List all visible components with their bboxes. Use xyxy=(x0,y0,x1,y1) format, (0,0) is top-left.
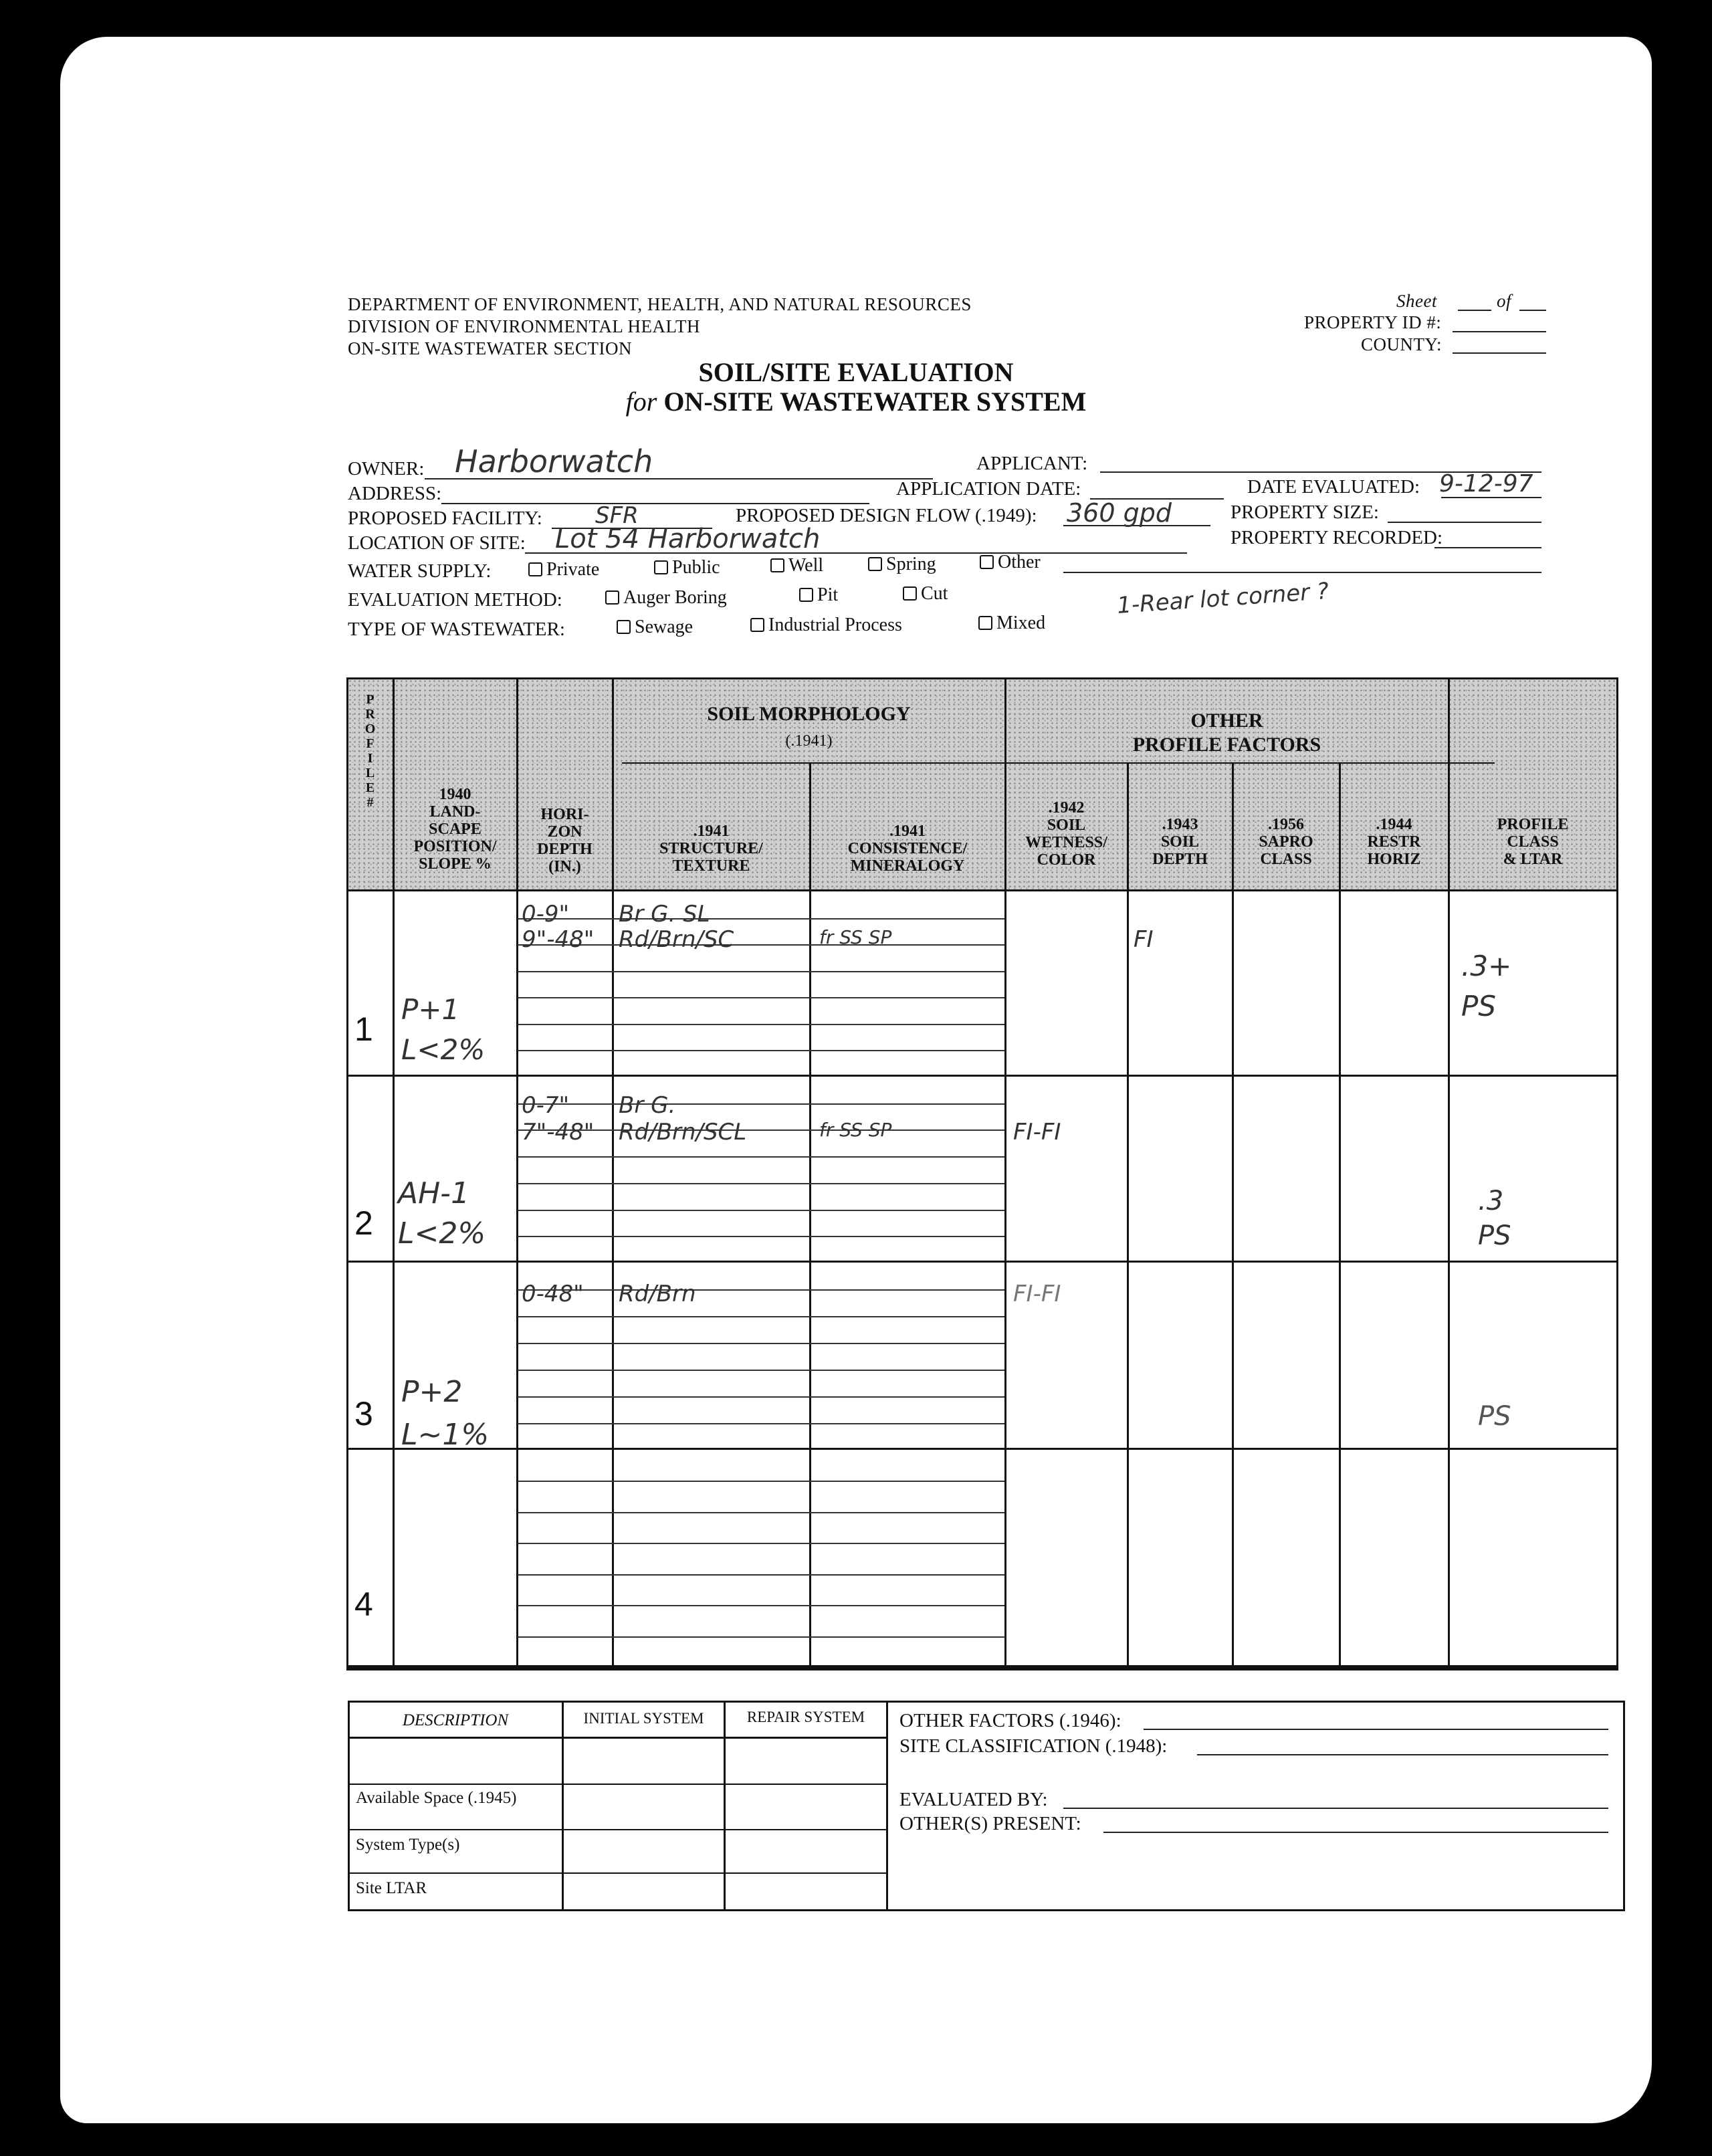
repair-system-header: REPAIR SYSTEM xyxy=(746,1709,865,1725)
others-present-label: OTHER(S) PRESENT: xyxy=(899,1813,1081,1834)
row-1-structure-1[interactable]: Br G. SL xyxy=(619,901,710,928)
form-title: SOIL/SITE EVALUATION xyxy=(698,357,1014,387)
bottom-col-2 xyxy=(724,1701,726,1911)
checkbox-icon[interactable] xyxy=(868,557,882,571)
consistence-header: .1941 CONSISTENCE/ MINERALOGY xyxy=(847,823,968,875)
row-3-structure-1[interactable]: Rd/Brn xyxy=(619,1281,696,1307)
row-2-depth-2[interactable]: 7"-48" xyxy=(522,1119,595,1146)
location-value[interactable]: Lot 54 Harborwatch xyxy=(555,524,821,554)
col-line-0 xyxy=(346,677,348,1670)
date-evaluated-label: DATE EVALUATED: xyxy=(1247,476,1420,498)
subtitle-rest: ON-SITE WASTEWATER SYSTEM xyxy=(663,387,1087,417)
bottom-left-border xyxy=(348,1701,350,1911)
location-label: LOCATION OF SITE: xyxy=(348,532,526,554)
address-line[interactable] xyxy=(441,503,869,504)
water-supply-well[interactable]: Well xyxy=(770,555,823,576)
horizon-row-line xyxy=(518,1481,1004,1482)
form-sheet xyxy=(60,37,1652,2123)
profile-header: P R O F I L E # xyxy=(364,692,376,810)
site-ltar-label: Site LTAR xyxy=(356,1879,427,1897)
horizon-row-line xyxy=(518,1574,1004,1576)
sapro-header: .1956 SAPRO CLASS xyxy=(1259,816,1313,868)
checkbox-icon[interactable] xyxy=(978,616,992,630)
checkbox-icon[interactable] xyxy=(654,560,668,574)
division-line: DIVISION OF ENVIRONMENTAL HEALTH xyxy=(348,316,701,336)
profile-number-1: 1 xyxy=(354,1010,373,1048)
row-1-depth-2[interactable]: 9"-48" xyxy=(522,926,595,953)
sheet-number-line xyxy=(1458,310,1491,311)
horizon-row-line xyxy=(518,1210,1004,1211)
class-ltar-header: PROFILE CLASS & LTAR xyxy=(1497,816,1569,868)
landscape-header: 1940 LAND- SCAPE POSITION/ SLOPE % xyxy=(413,786,497,873)
horizon-row-line xyxy=(518,1370,1004,1371)
evaluation-note: 1-Rear lot corner ? xyxy=(1115,577,1330,620)
others-present-line[interactable] xyxy=(1103,1832,1608,1833)
subtitle-for: for xyxy=(625,387,657,417)
profile-number-4: 4 xyxy=(354,1586,373,1623)
evaluation-method-auger[interactable]: Auger Boring xyxy=(605,587,727,609)
soil-depth-header: .1943 SOIL DEPTH xyxy=(1152,816,1208,868)
bottom-table-top xyxy=(348,1701,1625,1703)
proposed-facility-value[interactable]: SFR xyxy=(595,502,639,529)
row-3-class-ltar[interactable]: PS xyxy=(1478,1401,1511,1432)
morphology-sub: (.1941) xyxy=(785,732,833,750)
other-factors-label: OTHER FACTORS (.1946): xyxy=(899,1710,1121,1731)
site-classification-label: SITE CLASSIFICATION (.1948): xyxy=(899,1735,1168,1757)
owner-label: OWNER: xyxy=(348,458,425,479)
horizon-row-line xyxy=(518,971,1004,972)
checkbox-icon[interactable] xyxy=(903,586,917,601)
row-1-soil-depth[interactable]: FI xyxy=(1134,926,1154,953)
row-2-consistence-2[interactable]: fr SS SP xyxy=(819,1119,892,1141)
col-line-10 xyxy=(1616,677,1618,1670)
horizon-row-line xyxy=(518,1423,1004,1424)
property-id-label: PROPERTY ID #: xyxy=(1304,312,1442,332)
profile-number-3: 3 xyxy=(354,1395,373,1432)
property-size-line[interactable] xyxy=(1388,522,1541,523)
available-space-label: Available Space (.1945) xyxy=(356,1789,517,1807)
form-subtitle xyxy=(60,386,1652,417)
checkbox-icon[interactable] xyxy=(799,588,813,602)
water-supply-spring[interactable]: Spring xyxy=(868,554,936,575)
row-1-border xyxy=(346,1075,1618,1077)
sheet-label: Sheet xyxy=(1396,291,1437,311)
property-recorded-label: PROPERTY RECORDED: xyxy=(1230,527,1443,548)
description-header: DESCRIPTION xyxy=(402,1711,509,1729)
horizon-row-line xyxy=(518,1343,1004,1344)
row-1-class-ltar[interactable]: .3+ PS xyxy=(1461,950,1512,1022)
bottom-row-line-3 xyxy=(348,1829,888,1830)
profile-number-2: 2 xyxy=(354,1204,373,1242)
wastewater-mixed[interactable]: Mixed xyxy=(978,613,1045,634)
county-label: COUNTY: xyxy=(1361,334,1442,354)
row-3-wetness[interactable]: FI-FI xyxy=(1013,1281,1061,1307)
col-line-7 xyxy=(1232,762,1234,1670)
property-size-label: PROPERTY SIZE: xyxy=(1230,502,1379,523)
checkbox-icon[interactable] xyxy=(605,590,619,605)
row-3-border xyxy=(346,1448,1618,1450)
table-top-border xyxy=(346,677,1618,679)
bottom-row-line-4 xyxy=(348,1872,888,1874)
site-classification-line[interactable] xyxy=(1197,1754,1608,1755)
system-type-label: System Type(s) xyxy=(356,1836,460,1854)
structure-header: .1941 STRUCTURE/ TEXTURE xyxy=(659,823,763,875)
water-supply-other-line[interactable] xyxy=(1063,572,1541,573)
horizon-row-line xyxy=(518,1289,1004,1291)
bottom-right-border xyxy=(1623,1701,1625,1911)
header-bottom-border xyxy=(346,889,1618,891)
sheet-total-line xyxy=(1519,310,1546,311)
restr-header: .1944 RESTR HORIZ xyxy=(1367,816,1421,868)
bottom-row-line-2 xyxy=(348,1784,888,1785)
wetness-header: .1942 SOIL WETNESS/ COLOR xyxy=(1025,799,1107,869)
other-factors-line[interactable] xyxy=(1144,1729,1608,1730)
of-label: of xyxy=(1497,291,1512,311)
row-3-depth-1[interactable]: 0-48" xyxy=(522,1281,584,1307)
evaluated-by-line[interactable] xyxy=(1063,1808,1608,1809)
property-id-line xyxy=(1453,331,1546,332)
application-date-label: APPLICATION DATE: xyxy=(896,478,1081,500)
horizon-row-line xyxy=(518,1605,1004,1606)
horizon-row-line xyxy=(518,1396,1004,1398)
horizon-row-line xyxy=(518,918,1004,920)
row-2-border xyxy=(346,1261,1618,1263)
row-2-wetness[interactable]: FI-FI xyxy=(1013,1119,1061,1146)
horizon-row-line xyxy=(518,1024,1004,1025)
water-supply-private[interactable]: Private xyxy=(528,559,599,580)
col-line-8 xyxy=(1339,762,1341,1670)
date-evaluated-value[interactable]: 9-12-97 xyxy=(1439,470,1533,498)
wastewater-industrial[interactable]: Industrial Process xyxy=(750,615,902,636)
table-bottom-border xyxy=(346,1665,1618,1670)
department-line: DEPARTMENT OF ENVIRONMENT, HEALTH, AND NATURAL RESOURCES xyxy=(348,294,972,314)
checkbox-icon[interactable] xyxy=(750,618,764,632)
applicant-label: APPLICANT: xyxy=(976,453,1088,474)
evaluation-method-cut[interactable]: Cut xyxy=(903,583,948,605)
row-1-depth-1[interactable]: 0-9" xyxy=(522,901,570,928)
col-line-4 xyxy=(809,762,811,1670)
row-1-landscape[interactable]: P+1 L<2% xyxy=(401,993,486,1066)
bottom-table-bottom xyxy=(348,1909,1625,1911)
morphology-header: SOIL MORPHOLOGY xyxy=(707,703,911,725)
checkbox-icon[interactable] xyxy=(980,555,994,569)
water-supply-label: WATER SUPPLY: xyxy=(348,560,492,582)
horizon-row-line xyxy=(518,1636,1004,1638)
proposed-facility-label: PROPOSED FACILITY: xyxy=(348,508,542,529)
wastewater-sewage[interactable]: Sewage xyxy=(617,617,693,638)
design-flow-value[interactable]: 360 gpd xyxy=(1067,498,1172,528)
horizon-row-line xyxy=(518,1183,1004,1184)
horizon-row-line xyxy=(518,997,1004,998)
initial-system-header: INITIAL SYSTEM xyxy=(583,1710,704,1727)
bottom-col-1 xyxy=(562,1701,564,1911)
horizon-row-line xyxy=(518,1050,1004,1051)
row-2-depth-1[interactable]: 0-7" xyxy=(522,1092,570,1119)
owner-value[interactable]: Harborwatch xyxy=(455,443,653,479)
row-3-landscape[interactable]: P+2 L~1% xyxy=(401,1375,490,1452)
row-2-class-ltar[interactable]: .3 PS xyxy=(1478,1186,1511,1251)
wastewater-label: TYPE OF WASTEWATER: xyxy=(348,619,565,640)
evaluation-method-label: EVALUATION METHOD: xyxy=(348,589,562,611)
row-2-structure-2[interactable]: Rd/Brn/SCL xyxy=(619,1119,747,1146)
water-supply-public[interactable]: Public xyxy=(654,557,720,578)
horizon-row-line xyxy=(518,1543,1004,1544)
row-2-landscape[interactable]: AH-1 L<2% xyxy=(398,1176,486,1251)
horizon-row-line xyxy=(518,1103,1004,1105)
evaluation-method-pit[interactable]: Pit xyxy=(799,584,838,606)
design-flow-label: PROPOSED DESIGN FLOW (.1949): xyxy=(736,505,1037,526)
row-1-structure-2[interactable]: Rd/Brn/SC xyxy=(619,926,734,953)
checkbox-icon[interactable] xyxy=(770,558,784,572)
row-1-consistence-2[interactable]: fr SS SP xyxy=(819,926,892,948)
horizon-row-line xyxy=(518,1236,1004,1237)
other-factors-header: OTHER PROFILE FACTORS xyxy=(1132,710,1321,756)
evaluated-by-label: EVALUATED BY: xyxy=(899,1789,1048,1810)
checkbox-icon[interactable] xyxy=(528,562,542,576)
horizon-row-line xyxy=(518,1512,1004,1513)
property-recorded-line[interactable] xyxy=(1434,547,1541,548)
bottom-col-3 xyxy=(886,1701,888,1911)
row-2-structure-1[interactable]: Br G. xyxy=(619,1092,676,1119)
bottom-row-line-1 xyxy=(348,1737,888,1739)
section-line: ON-SITE WASTEWATER SECTION xyxy=(348,338,632,358)
col-line-6 xyxy=(1127,762,1129,1670)
horizon-row-line xyxy=(518,1156,1004,1158)
address-label: ADDRESS: xyxy=(348,483,442,504)
checkbox-icon[interactable] xyxy=(617,620,631,634)
horizon-row-line xyxy=(518,1316,1004,1317)
horizon-header: HORI- ZON DEPTH (IN.) xyxy=(537,806,593,875)
water-supply-other[interactable]: Other xyxy=(980,552,1041,573)
county-line xyxy=(1453,352,1546,354)
subheader-line xyxy=(622,762,1495,764)
